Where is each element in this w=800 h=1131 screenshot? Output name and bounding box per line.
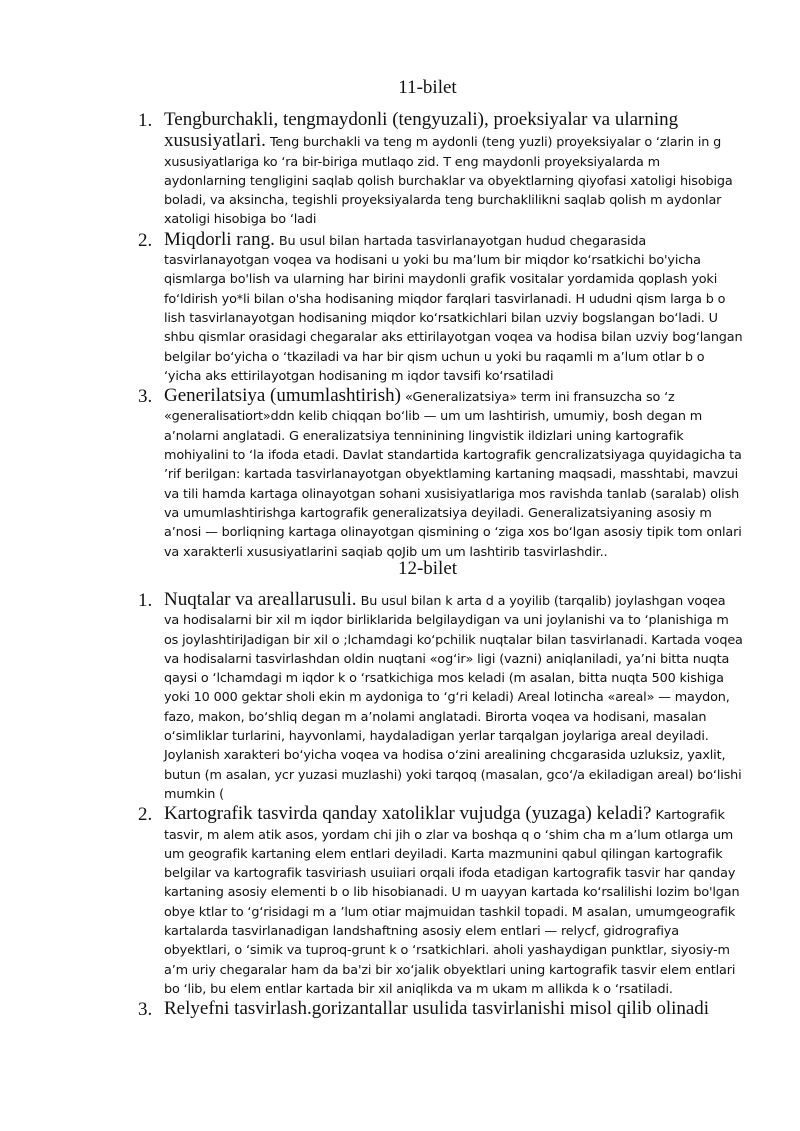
question-body: Kartografik tasvir, m alem atik asos, yordam chi jih o zlar va boshqa q o ‘shim cha m a’lum otlarga um um geografik kartaning elem entlari deyiladi. Karta mazmunini qabul qilingan kartografik belgilar va kartografik tasviriash usuiiari orqali ifoda etadigan kartografik tasvir har qanday kartaning asosiy elementi b o lib hisobianadi. U m uayyan kartada ko‘rsalilishi lozim bo'lgan obye ktlar to ‘g‘risidagi m a ’lum otiar majmuidan tashkil topadi. M asalan, umumgeografik kartalarda tasvirlanadigan landshaftning asosiy elem entlari — relycf, gidrografiya obyektlari, o ‘simik va tuproq-grunt k o ‘rsatkichlari. aholi yashaydigan punktlar, siyosiy-m a’m uriy chegaralar ham da ba'zi bir xo‘jalik obyektlari uning kartografik tasvir elem entlari bo ‘lib, bu elem entlar kartada bir xil aniqlikda va m ukam m allikda k o ‘rsatiladi. — [164, 808, 740, 997]
question-body: Bu usul bilan k arta d a yoyilib (tarqalib) joylashgan voqea va hodisalarni bir xil m iqdor birliklarida belgilaydigan va uni joylanishi va to ‘planishiga m os joylashtiriJadigan bir xil o ;lchamdagi ko‘pchilik nuqtalar bilan tasvirlanadi. Kartada voqea va hodisalarni tasvirlashdan oldin nuqtani «og‘ir» ligi (vazni) aniqlaniladi, ya’ni bitta nuqta qaysi o ‘lchamdagi m iqdor k o ‘rsatkichiga mos keladi (m asalan, bitta nuqta 500 kishiga yoki 10 000 gektar sholi ekin m aydoniga to ‘g‘ri keladi) Areal lotincha «areal» — maydon, fazo, makon, bo‘shliq degan m a’nolami anglatadi. Birorta voqea va hodisani, masalan o‘simliklar turlarini, hayvonlami, haydaladigan yerlar tarqalgan joylariga areal deyiladi. Joylanish xarakteri bo‘yicha voqea va hodisa o‘zini arealining chcgarasida uzluksiz, yaxlit, butun (m asalan, ycr yuzasi muzlashi) yoki tarqoq (masalan, gco‘/a ekiladigan areal) bo‘lishi mumkin ( — [164, 594, 743, 802]
question-number: 1. — [138, 590, 153, 611]
question-item — [138, 804, 743, 999]
question-heading: Generilatsiya (umumlashtirish) — [164, 385, 401, 407]
question-heading: Nuqtalar va areallarusuli. — [164, 589, 357, 610]
question-number: 1. — [138, 110, 153, 131]
question-body: Teng burchakli va teng m aydonli (teng yuzli) proyeksiyalar o ‘zlarin in g xususiyatlariga ko ‘ra bir-biriga mutlaqo zid. T eng maydonli proyeksiyalarda m aydonlarning tengligini saqlab qolish burchaklar va obyektlarning qiyofasi xatoligi hisobiga boladi, va aksincha, tegishli proyeksiyalarda teng burchaklilikni saqlab qolish m aydonlar xatoligi hisobiga bo ‘ladi — [164, 135, 733, 228]
question-heading: Miqdorli rang. — [164, 228, 275, 250]
question-number: 3. — [138, 999, 153, 1021]
question-item — [138, 999, 743, 1020]
question-heading: Kartografik tasvirda qanday xatoliklar vujudga (yuzaga) keladi? — [164, 803, 652, 825]
question-list-11 — [138, 110, 743, 564]
question-item — [138, 110, 743, 230]
question-heading: Tengburchakli, tengmaydonli (tengyuzali), proeksiyalar va ularning xususiyatlari. — [164, 109, 679, 152]
question-number: 3. — [138, 386, 153, 408]
question-body: Bu usul bilan hartada tasvirlanayotgan hudud chegarasida tasvirlanayotgan voqea va hodisani u yoki bu ma’lum bir miqdor ko‘rsatkichi bo'yicha qismlarga bo'lish va ularning har birini maydonli grafik vositalar yordamida qoplash yoki fo‘ldirish yo*li bilan o'sha hodisaning miqdor farqlari tasvirlanadi. H ududni qism larga b o lish tasvirlanayotgan hodisaning miqdor ko‘rsatkichlari bilan uzviy bogslangan bo‘ladi. U shbu qismlar orasidagi chegaralar aks ettirilayotgan voqea va hodisa bilan uzviy bog‘langan belgilar bo‘yicha o ‘tkaziladi va har bir qism uchun u yoki bu raqamli m a’lum otlar b o ‘yicha aks ettirilayotgan hodisaning m iqdor tavsifi ko‘rsatiladi — [164, 233, 743, 384]
question-number: 2. — [138, 229, 153, 251]
question-heading: Relyefni tasvirlash.gorizantallar usulida tasvirlanishi misol qilib olinadi — [164, 998, 710, 1020]
question-body: «Generalizatsiya» term ini fransuzcha so ‘z «generalisatiort»ddn kelib chiqqan bo‘lib — um um lashtirish, umumiy, bosh degan m a’nolarni anglatadi. G eneralizatsiya tenninining lingvistik ildizlari uning kartografik mohiyalini to ‘la ifoda etadi. Davlat standartida kartografik gencralizatsiyaga quyidagicha ta ’rif berilgan: kartada tasvirlanayotgan obyektlaming kartaning maqsadi, masshtabi, mavzui va tili hamda kartaga olinayotgan sohani xusisiyatlariga mos ravishda tanlab (saralab) olish va umumlashtirishga kartografik generalizatsiya deyiladi. Generalizatsiyaning asosiy m a’nosi — borliqning kartaga olinayotgan qismining o ‘ziga xos bo‘lgan asosiy tipik tom onlari va xarakterli xususiyatlarini saqiab qoJib um um lashtirib tasvirlashdir.. — [164, 390, 742, 560]
question-item — [138, 386, 743, 562]
ticket-title-11: 11-bilet — [398, 77, 457, 98]
question-item — [138, 230, 743, 386]
ticket-title-12: 12-bilet — [397, 558, 458, 579]
question-item — [138, 590, 743, 804]
question-number: 2. — [138, 804, 153, 826]
question-list-12 — [138, 590, 743, 1023]
